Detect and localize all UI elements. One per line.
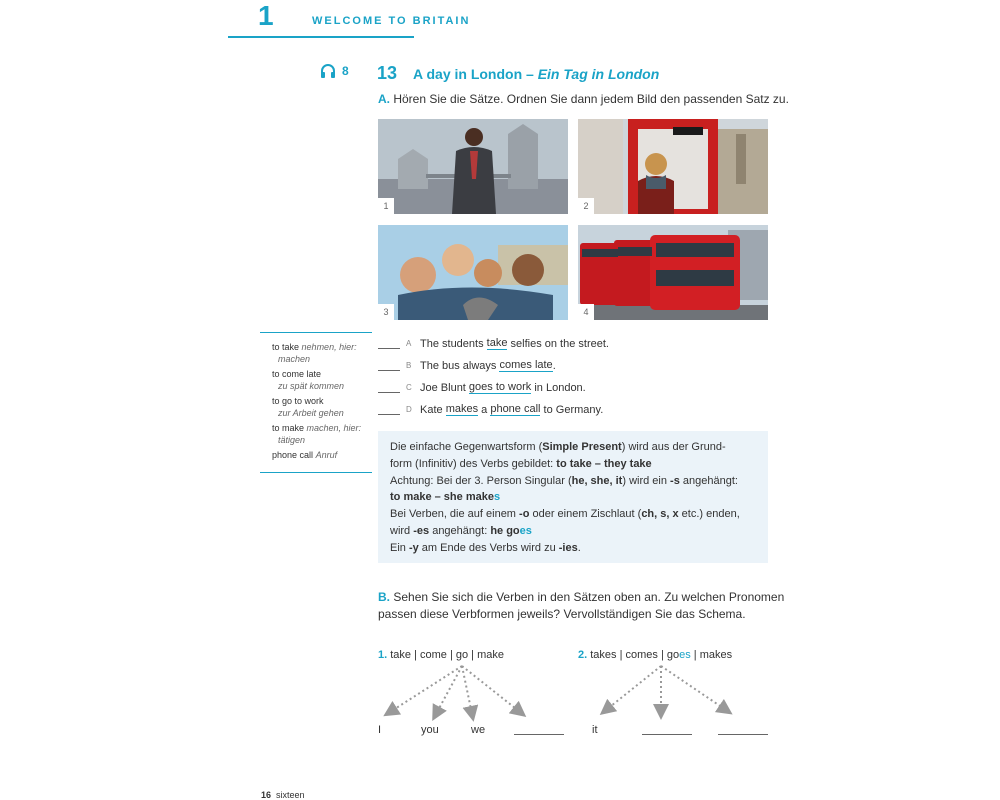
- grammar-line: Achtung: Bei der 3. Person Singular (he, she, it) wird ein -s angehängt:: [390, 474, 738, 487]
- answer-line[interactable]: [642, 734, 692, 735]
- arrow: [606, 666, 661, 710]
- glossary: [260, 332, 372, 473]
- task-b-instruction: B. Sehen Sie sich die Verben in den Sätzen oben an. Zu welchen Pronomen passen diese Verbformen jeweils? Vervollständigen Sie das Schema.: [378, 590, 785, 621]
- audio-track-number: 8: [342, 64, 349, 78]
- grammar-line: Bei Verben, die auf einem -o oder einem Zischlaut (ch, s, x etc.) enden,: [390, 508, 740, 521]
- schema-2-verbs: 2. takes | comes | goes | makes: [578, 649, 733, 661]
- photo-number: 3: [378, 304, 394, 320]
- answer-blank[interactable]: [378, 361, 400, 371]
- lesson-number: 13: [377, 63, 398, 83]
- glossary-entry: to take nehmen, hier: machen: [272, 342, 357, 364]
- schema-arrows: [370, 662, 780, 724]
- grammar-line: Ein -y am Ende des Verbs wird zu -ies.: [390, 541, 581, 554]
- sentence-b: B The bus always comes late .: [378, 359, 556, 372]
- page-footer: [261, 790, 305, 800]
- headphones-icon: [320, 64, 336, 78]
- glossary-entry: to come late zu spät kommen: [272, 369, 345, 391]
- answer-blank[interactable]: [378, 339, 400, 349]
- glossary-entry: phone call Anruf: [272, 450, 338, 460]
- page-word: sixteen: [276, 790, 305, 800]
- photo-1: [378, 119, 568, 214]
- lesson-title-en: A day in London –: [413, 66, 534, 82]
- sentence-c: C Joe Blunt goes to work in London.: [378, 381, 586, 394]
- schema-1-verbs: 1. take | come | go | make: [378, 649, 504, 661]
- pronoun-you: you: [421, 724, 439, 736]
- task-a-letter: A.: [378, 92, 390, 106]
- photo-4: [578, 225, 768, 320]
- grammar-box: [378, 431, 768, 563]
- arrow: [436, 666, 462, 714]
- grammar-line: to make – she makes: [390, 491, 501, 504]
- chapter-number: 1: [258, 0, 274, 31]
- grammar-line: Die einfache Gegenwartsform (Simple Present) wird aus der Grund-: [390, 441, 726, 453]
- chapter-title: WELCOME TO BRITAIN: [312, 15, 471, 27]
- photo-2: [578, 119, 768, 214]
- chapter-rule: [228, 36, 414, 38]
- task-b-letter: B.: [378, 590, 390, 604]
- photo-3: [378, 225, 568, 320]
- pronoun-we: we: [471, 724, 486, 736]
- sentence-a: A The students take selfies on the street.: [378, 337, 609, 350]
- glossary-entry: to go to work zur Arbeit gehen: [272, 396, 344, 418]
- photo-number: 1: [378, 198, 394, 214]
- answer-line[interactable]: [514, 734, 564, 735]
- answer-blank[interactable]: [378, 405, 400, 415]
- arrow: [390, 666, 462, 712]
- photo-number: 4: [578, 304, 594, 320]
- task-a-instruction: A. Hören Sie die Sätze. Ordnen Sie dann jedem Bild den passenden Satz zu.: [378, 92, 789, 106]
- pronoun-it: it: [592, 724, 598, 736]
- page-number: 16: [261, 790, 272, 800]
- arrow: [661, 666, 726, 710]
- grammar-line: form (Infinitiv) des Verbs gebildet: to take – they take: [390, 457, 652, 470]
- audio-track[interactable]: [320, 64, 349, 78]
- grammar-line: wird -es angehängt: he goes: [390, 524, 532, 537]
- pronoun-I: I: [378, 724, 382, 736]
- answer-line[interactable]: [718, 734, 768, 735]
- photo-number: 2: [578, 198, 594, 214]
- answer-blank[interactable]: [378, 383, 400, 393]
- glossary-entry: to make machen, hier: tätigen: [272, 423, 362, 445]
- lesson-title: [413, 66, 659, 82]
- sentence-d: D Kate makes a phone call to Germany.: [378, 403, 603, 416]
- lesson-title-de: Ein Tag in London: [537, 66, 660, 82]
